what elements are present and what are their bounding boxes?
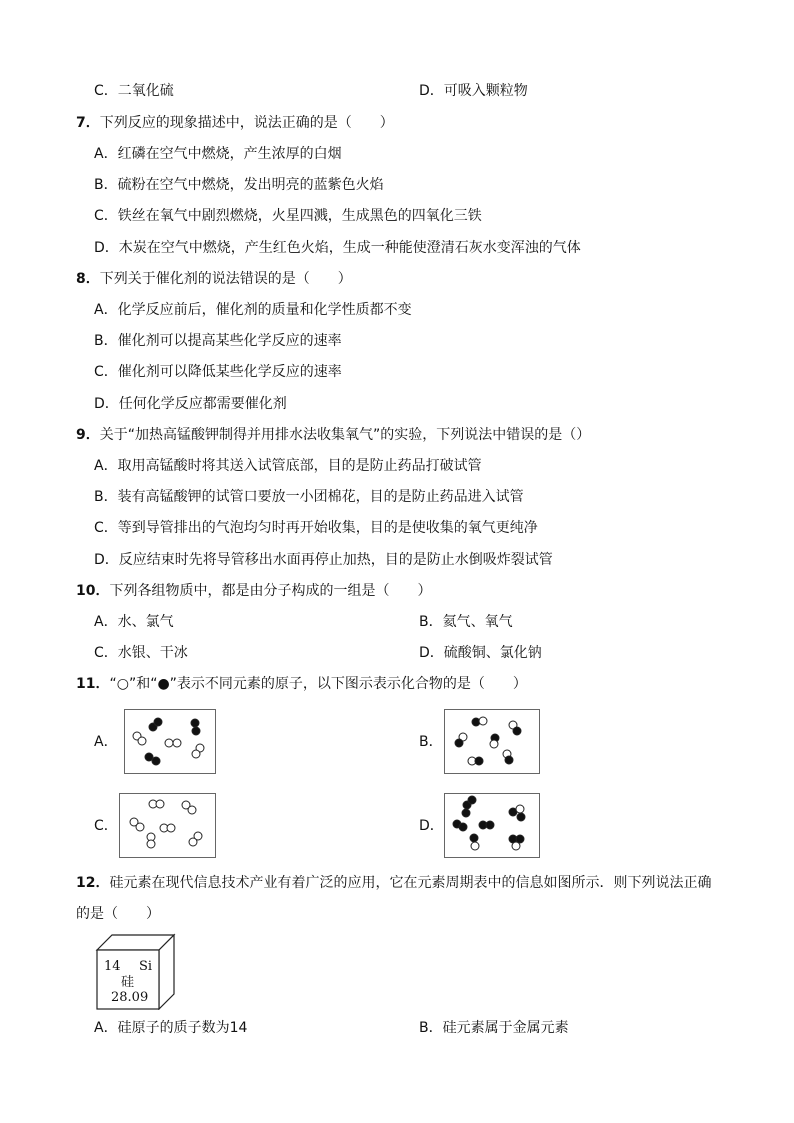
q8-stem: 下列关于催化剂的说法错误的是（ ）: [99, 271, 352, 287]
q6-option-d: D．可吸入颗粒物: [419, 83, 528, 99]
q12-option-a: A．硅原子的质子数为14: [94, 1020, 248, 1036]
q11-label-b: B．: [419, 734, 443, 750]
element-atomic-number: 14: [104, 959, 121, 974]
element-tile-silicon: [94, 932, 178, 1010]
q9-stem-line: [76, 426, 590, 444]
q6-option-c: C．二氧化硫: [94, 83, 174, 99]
q10-stem: 下列各组物质中，都是由分子构成的一组是（ ）: [109, 583, 432, 599]
q7-stem: 下列反应的现象描述中，说法正确的是（ ）: [99, 115, 394, 131]
q12-option-b: B．硅元素属于金属元素: [419, 1020, 569, 1036]
q10-stem-line: [76, 582, 431, 600]
q11-label-c: C．: [94, 818, 118, 834]
q11-label-a: A．: [94, 734, 118, 750]
q11-label-d: D．: [419, 818, 444, 834]
q12-number: 12．: [76, 875, 110, 891]
q9-option-b: B．装有高锰酸钾的试管口要放一小团棉花，目的是防止药品进入试管: [94, 489, 524, 505]
q7-number: 7．: [76, 115, 100, 131]
q10-option-a: A．水、氯气: [94, 614, 174, 630]
element-symbol: Si: [139, 959, 153, 974]
q8-option-d: D．任何化学反应都需要催化剂: [94, 396, 287, 412]
q10-number: 10．: [76, 583, 110, 599]
q8-stem-line: [76, 270, 352, 288]
q11-diagram-b: [444, 709, 540, 774]
q10-option-b: B．氦气、氧气: [419, 614, 513, 630]
q12-stem-1: 硅元素在现代信息技术产业有着广泛的应用，它在元素周期表中的信息如图所示．则下列说法正确: [109, 875, 712, 891]
q7-stem-line: [76, 114, 394, 132]
q11-number: 11．: [76, 676, 110, 692]
q9-option-a: A．取用高锰酸时将其送入试管底部，目的是防止药品打破试管: [94, 458, 482, 474]
q12-stem-line1: [76, 874, 711, 892]
q10-option-c: C．水银、干冰: [94, 645, 188, 661]
q11-diagram-d: [444, 793, 540, 858]
q11-stem-line: [76, 675, 527, 693]
q8-option-b: B．催化剂可以提高某些化学反应的速率: [94, 333, 342, 349]
q8-number: 8．: [76, 271, 100, 287]
q11-diagram-a: [124, 709, 216, 774]
q9-stem: 关于“加热高锰酸钾制得并用排水法收集氧气”的实验，下列说法中错误的是（）: [99, 427, 591, 443]
q7-option-a: A．红磷在空气中燃烧，产生浓厚的白烟: [94, 146, 342, 162]
element-mass: 28.09: [111, 990, 149, 1005]
element-name: 硅: [121, 975, 135, 990]
q7-option-d: D．木炭在空气中燃烧，产生红色火焰，生成一种能使澄清石灰水变浑浊的气体: [94, 240, 581, 256]
q11-diagram-c: [119, 793, 216, 858]
q9-option-c: C．等到导管排出的气泡均匀时再开始收集，目的是使收集的氧气更纯净: [94, 520, 538, 536]
q7-option-c: C．铁丝在氧气中剧烈燃烧，火星四溅，生成黑色的四氧化三铁: [94, 208, 482, 224]
q7-option-b: B．硫粉在空气中燃烧，发出明亮的蓝紫色火焰: [94, 177, 384, 193]
q8-option-a: A．化学反应前后，催化剂的质量和化学性质都不变: [94, 302, 412, 318]
q9-number: 9．: [76, 427, 100, 443]
q8-option-c: C．催化剂可以降低某些化学反应的速率: [94, 364, 342, 380]
q11-stem: “○”和“●”表示不同元素的原子，以下图示表示化合物的是（ ）: [109, 676, 527, 692]
q9-option-d: D．反应结束时先将导管移出水面再停止加热，目的是防止水倒吸炸裂试管: [94, 552, 553, 568]
q10-option-d: D．硫酸铜、氯化钠: [419, 645, 542, 661]
q12-stem-line2: 的是（ ）: [76, 906, 160, 922]
